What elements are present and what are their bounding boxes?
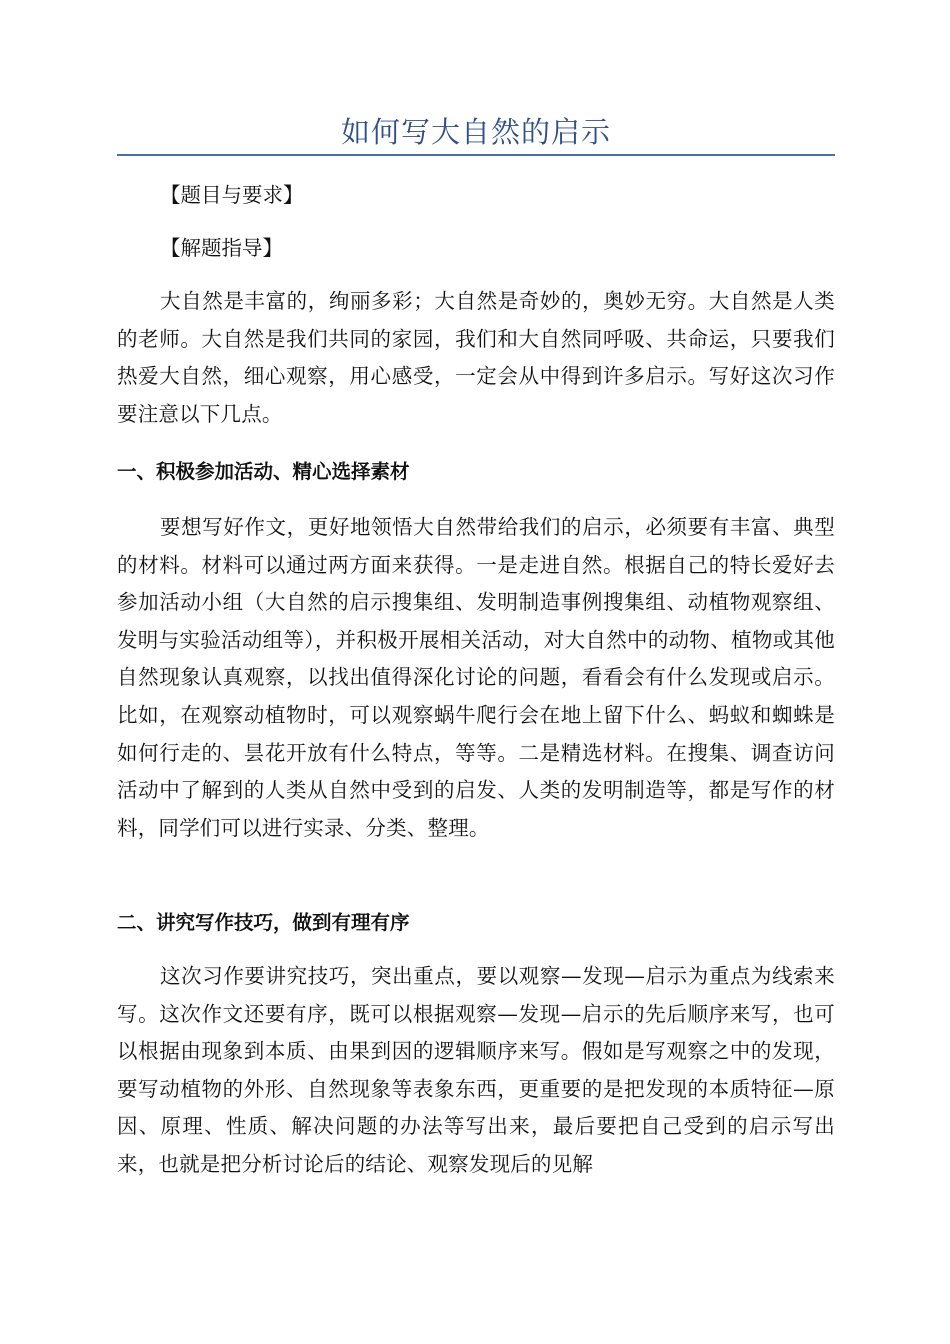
requirements-tag-block [117, 176, 835, 214]
section-tag-guidance: 【解题指导】 [160, 236, 283, 260]
section-2-heading-block [117, 905, 835, 941]
title-underline [117, 154, 835, 156]
guidance-tag-block [117, 229, 835, 267]
section-paragraph-1: 要想写好作文，更好地领悟大自然带给我们的启示，必须要有丰富、典型的材料。材料可以通过两方面来获得。一是走进自然。根据自己的特长爱好去参加活动小组（大自然的启示搜集组、发明制造事例搜集组、动植物观察组、发明与实验活动组等），并积极开展相关活动，对大自然中的动物、植物或其他自然现象认真观察，以找出值得深化讨论的问题，看看会有什么发现或启示。比如，在观察动植物时，可以观察蜗牛爬行会在地上留下什么、蚂蚁和蜘蛛是如何行走的、昙花开放有什么特点，等等。二是精选材料。在搜集、调查访问活动中了解到的人类从自然中受到的启发、人类的发明制造等，都是写作的材料，同学们可以进行实录、分类、整理。 [117, 515, 835, 840]
page-title: 如何写大自然的启示 [340, 115, 611, 149]
section-heading-2: 二、讲究写作技巧，做到有理有序 [117, 911, 410, 934]
section-paragraph-2: 这次习作要讲究技巧，突出重点，要以观察—发现—启示为重点为线索来写。这次作文还要有序，既可以根据观察—发现—启示的先后顺序来写，也可以根据由现象到本质、由果到因的逻辑顺序来写。假如是写观察之中的发现，要写动植物的外形、自然现象等表象东西，更重要的是把发现的本质特征—原因、原理、性质、解决问题的办法等写出来，最后要把自己受到的启示写出来，也就是把分析讨论后的结论、观察发现后的见解 [117, 964, 835, 1176]
section-2-body-block [117, 958, 835, 1184]
intro-block [117, 283, 835, 433]
intro-paragraph: 大自然是丰富的，绚丽多彩；大自然是奇妙的，奥妙无穷。大自然是人类的老师。大自然是我们共同的家园，我们和大自然同呼吸、共命运，只要我们热爱大自然，细心观察，用心感受，一定会从中得到许多启示。写好这次习作要注意以下几点。 [117, 289, 835, 426]
section-1-heading-block [117, 454, 835, 490]
section-tag-requirements: 【题目与要求】 [160, 183, 304, 207]
section-heading-1: 一、积极参加活动、精心选择素材 [117, 460, 410, 483]
section-1-body-block [117, 509, 835, 847]
